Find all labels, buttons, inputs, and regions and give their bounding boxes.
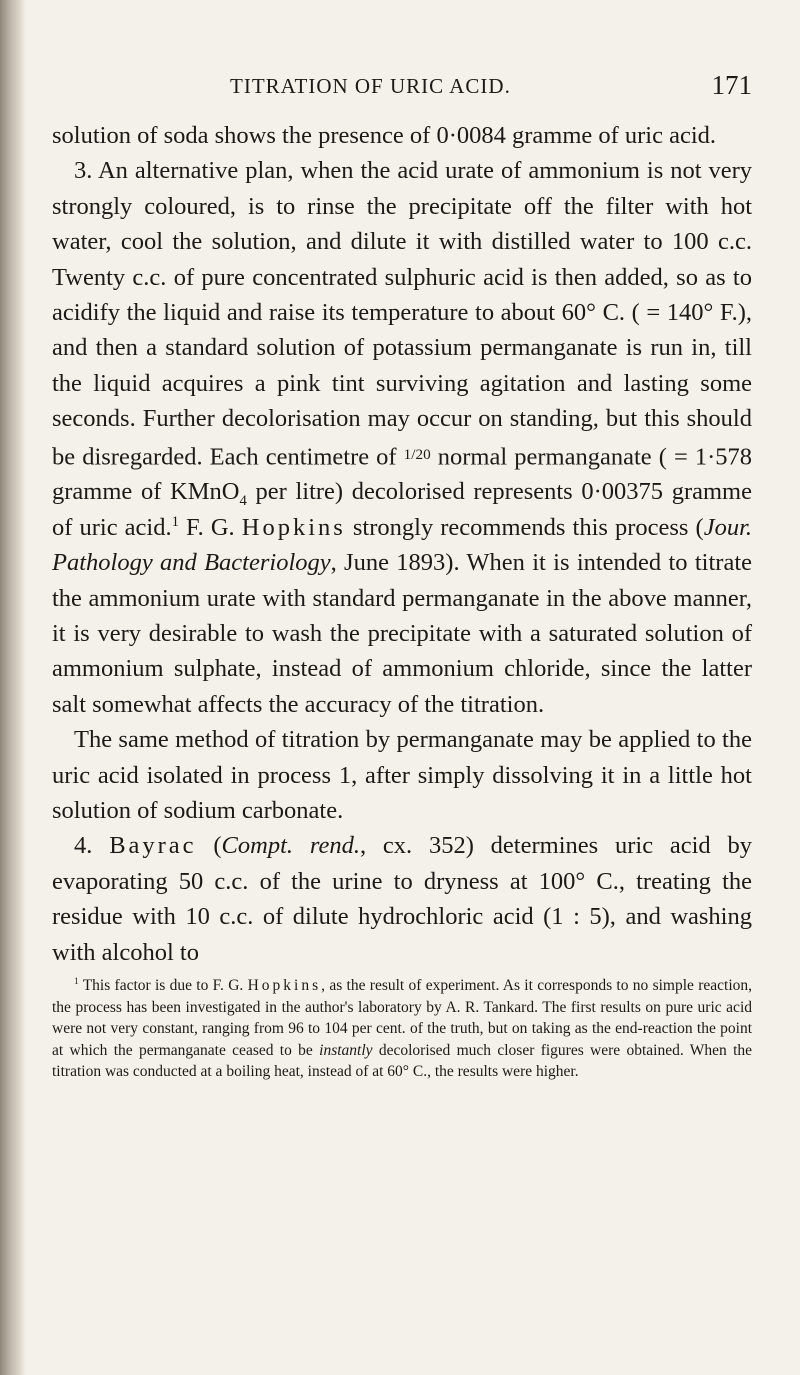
paragraph-3-text: The same method of titration by permanganate may be applied to the uric acid isolated in process 1, after simply dissolving it in a little hot solution of sodium carbonate.: [52, 726, 752, 825]
body-text: [52, 118, 752, 970]
fraction: 1/20: [403, 445, 431, 463]
paragraph-2-text-e: strongly recommends this process (: [352, 513, 704, 541]
footnote-text-b: , as the result of experiment. As it corresponds to no simple reaction, the process has been investigated in the author's laboratory by A. R. Tankard. The first results on pure uric acid were not very constant, ranging from 96 to 104 per cent. of the truth, but on taking as the end-reaction the point at which the permanganate ceased to be: [52, 977, 752, 1059]
paragraph-2: [52, 153, 752, 722]
formula-subscript: 4: [239, 493, 247, 510]
paragraph-4-paren: (: [213, 832, 222, 860]
paragraph-4-text: , cx. 352) determines uric acid by evaporating 50 c.c. of the urine to dryness at 100° C., treating the residue with 10 c.c. of dilute hydrochloric acid (1 : 5), and washing with alcohol to: [52, 832, 752, 966]
paragraph-4-number: 4.: [74, 832, 93, 860]
page-number: 171: [711, 70, 752, 100]
footnote-text-c: decolorised much closer figures were obtained. When the titration was conducted at a boiling heat, instead of at 60° C., the results were higher.: [52, 1041, 753, 1081]
paragraph-2-text-c: per litre) decolorised represents 0·00375 gramme of uric acid.: [52, 478, 752, 541]
running-title: TITRATION OF URIC ACID.: [230, 74, 511, 98]
author-name: Hopkins: [241, 513, 346, 541]
footnote-text-a: This factor is due to F. G.: [82, 977, 244, 995]
book-spine-shadow: [0, 0, 26, 1375]
footnote-1: [52, 975, 752, 1083]
footnote-author-name: Hopkins: [247, 977, 322, 995]
paragraph-2-text-a: 3. An alternative plan, when the acid urate of ammonium is not very strongly coloured, is to rinse the precipitate off the filter with hot water, cool the solution, and dilute it with distilled water to 100 c.c. Twenty c.c. of pure concentrated sulphuric acid is then added, so as to acidify the liquid and raise its temperature to about 60° C. ( = 140° F.), and then a standard solution of potassium permanganate is run in, till the liquid acquires a pink tint surviving agitation and lasting some seconds. Further decolorisation may occur on standing, but this should be disregarded. Each centimetre of: [52, 157, 752, 470]
running-head: [52, 70, 752, 110]
footnote-emphasis: instantly: [319, 1041, 373, 1059]
book-page: [52, 70, 752, 1083]
paragraph-1-text: solution of soda shows the presence of 0·0084 gramme of uric acid.: [52, 122, 717, 149]
footnotes: [52, 975, 752, 1083]
paragraph-1: [52, 118, 752, 153]
paragraph-2-text-d: F. G.: [186, 513, 235, 541]
footnote-marker: 1: [74, 976, 79, 987]
footnote-reference: 1: [171, 513, 179, 530]
paragraph-2-text-f: , June 1893). When it is intended to titrate the ammonium urate with standard permanganate in the above manner, it is very desirable to wash the precipitate with a saturated solution of ammonium sulphate, instead of ammonium chloride, since the latter salt somewhat affects the accuracy of the titration.: [52, 549, 752, 718]
journal-title-compt: Compt. rend.: [221, 832, 360, 860]
paragraph-2-text-b: normal permanganate ( = 1·578 gramme of KMnO: [52, 442, 752, 506]
paragraph-3: [52, 722, 752, 828]
author-name-bayrac: Bayrac: [109, 832, 197, 860]
journal-title: Jour. Pathology and Bacteriology: [52, 513, 753, 577]
paragraph-4: [52, 828, 752, 970]
